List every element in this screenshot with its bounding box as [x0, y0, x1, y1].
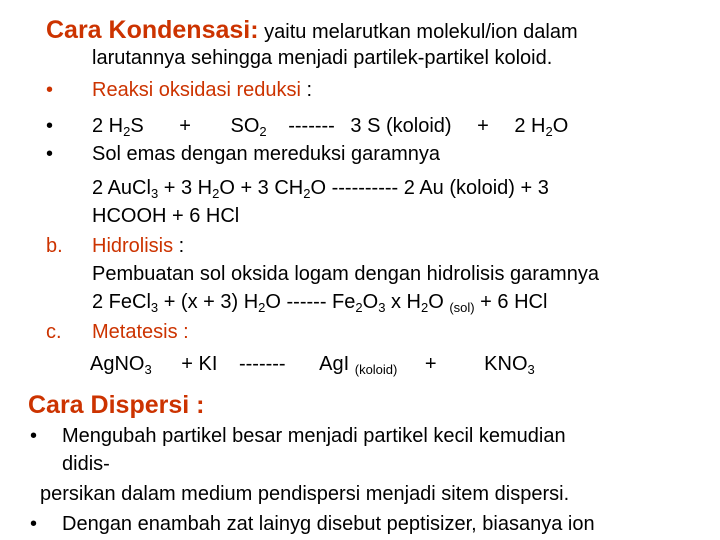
kondensasi-definition-line2: larutannya sehingga menjadi partilek-partikel koloid.	[92, 47, 553, 69]
sol-emas-bullet: •	[46, 143, 54, 165]
eq1-term: 2 H	[514, 115, 546, 137]
eq3-term: O	[362, 291, 379, 313]
equation-1-bullet: •	[46, 115, 54, 137]
eq1-sub: 2	[545, 124, 553, 139]
dispersi-item1-line3: persikan dalam medium pendispersi menjadi sitem dispersi.	[40, 483, 570, 505]
equation-2-line1	[92, 176, 549, 200]
dispersi-item2-bullet: •	[30, 513, 38, 535]
kondensasi-definition-line1: yaitu melarutkan molekul/ion dalam	[264, 21, 578, 43]
eq1-term: 3 S (koloid)	[350, 115, 452, 137]
dispersi-item2-text: Dengan enambah zat lainyg disebut peptisizer, biasanya ion	[62, 513, 595, 535]
eq1-term: SO	[230, 115, 260, 137]
redoks-heading	[92, 78, 312, 102]
eq3-sub: 2	[258, 300, 266, 315]
eq1-plus: +	[477, 115, 489, 137]
hidrolisis-description: Pembuatan sol oksida logam dengan hidrolisis garamnya	[92, 263, 599, 285]
eq2-sub: 3	[150, 186, 159, 201]
dispersi-item1-line1: Mengubah partikel besar menjadi partikel kecil kemudian	[62, 425, 566, 447]
eq2-sub: 2	[303, 186, 311, 201]
equation-2-line2: HCOOH + 6 HCl	[92, 205, 240, 227]
eq1-term: S	[130, 115, 144, 137]
eq1-sub: 2	[123, 124, 131, 139]
sol-emas-text: Sol emas dengan mereduksi garamnya	[92, 143, 440, 165]
eq1-term: O	[552, 115, 569, 137]
hidrolisis-colon: :	[173, 235, 185, 257]
eq4-arrow: -------	[238, 353, 286, 375]
eq3-term: x H	[385, 291, 421, 313]
kondensasi-title: Cara Kondensasi	[46, 16, 251, 44]
eq2-term: O + 3 CH	[219, 177, 304, 199]
eq3-term: + (x + 3) H	[158, 291, 259, 313]
eq2-sub: 2	[212, 186, 220, 201]
eq1-arrow: -------	[288, 115, 335, 137]
dispersi-title: Cara Dispersi :	[28, 391, 205, 419]
eq1-term: 2 H	[92, 115, 124, 137]
redoks-colon: :	[306, 79, 313, 101]
eq3-term: O ------ Fe	[265, 291, 356, 313]
metatesis-marker: c.	[46, 321, 62, 343]
equation-4	[90, 352, 535, 382]
eq4-sub: 3	[527, 362, 535, 377]
dispersi-item1-bullet: •	[30, 425, 38, 447]
eq4-sub: 3	[144, 362, 152, 377]
equation-1	[92, 114, 568, 138]
redoks-label: Reaksi oksidasi reduksi	[92, 79, 301, 101]
metatesis-label: Metatesis :	[92, 321, 189, 343]
eq3-sub: 2	[355, 300, 363, 315]
eq2-term: + 3 H	[158, 177, 213, 199]
eq3-state: (sol)	[449, 300, 475, 315]
eq4-state: (koloid)	[354, 362, 398, 377]
eq3-sub: 3	[378, 300, 386, 315]
eq2-term: O ---------- 2 Au (koloid) + 3	[310, 177, 549, 199]
kondensasi-heading	[46, 18, 578, 44]
hidrolisis-label: Hidrolisis	[92, 235, 174, 257]
eq3-sub: 3	[150, 300, 159, 315]
eq1-sub: 2	[259, 124, 267, 139]
eq3-sub: 2	[420, 300, 429, 315]
kondensasi-colon: :	[250, 16, 259, 44]
redoks-bullet: •	[46, 79, 54, 101]
eq1-plus: +	[179, 115, 191, 137]
eq4-term: AgNO	[90, 353, 145, 375]
hidrolisis-heading	[92, 234, 184, 258]
eq4-term: AgI	[319, 353, 355, 375]
eq3-term: O	[428, 291, 450, 313]
eq3-term: 2 FeCl	[92, 291, 151, 313]
eq4-term: + KI	[181, 353, 218, 375]
eq3-term: + 6 HCl	[474, 291, 548, 313]
hidrolisis-marker: b.	[46, 235, 63, 257]
eq4-term: KNO	[484, 353, 528, 375]
dispersi-item1-line2: didis-	[62, 453, 110, 475]
eq4-plus: +	[424, 353, 437, 375]
eq2-term: 2 AuCl	[92, 177, 151, 199]
equation-3	[92, 290, 547, 320]
